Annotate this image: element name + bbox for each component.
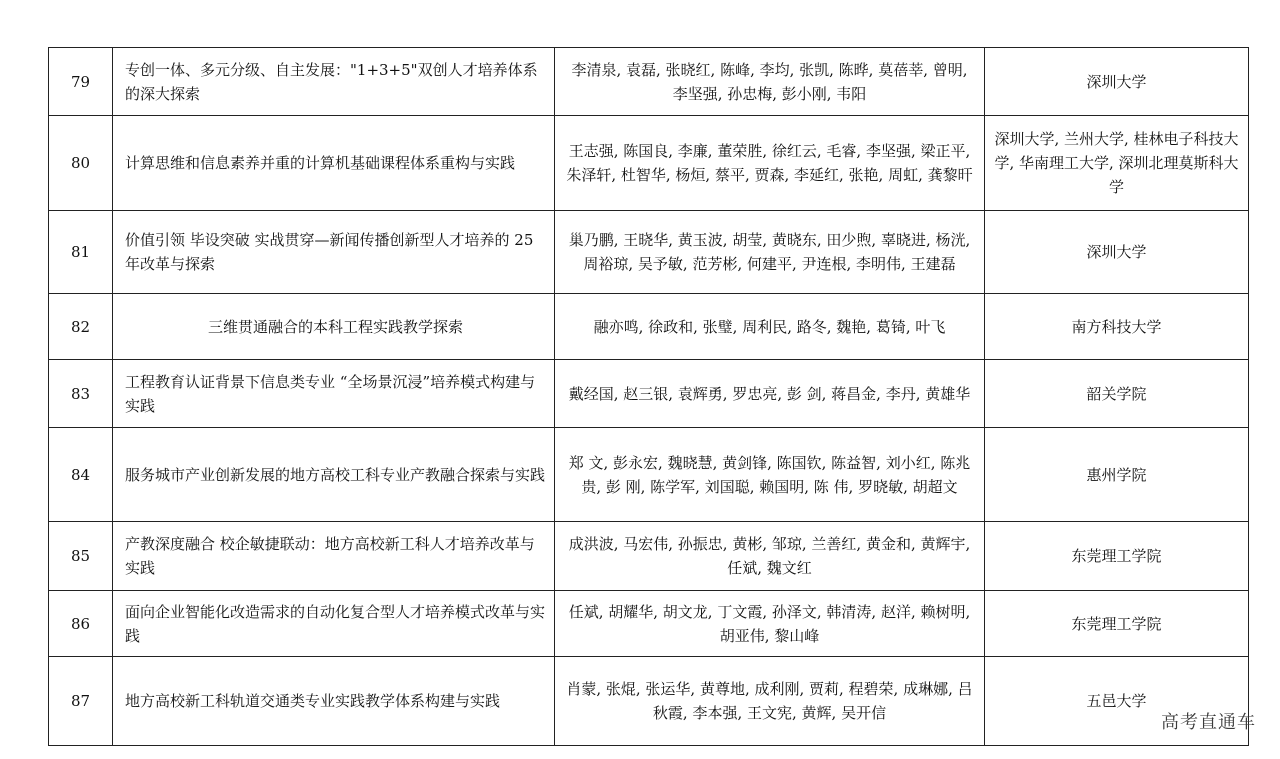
project-institution: 惠州学院: [985, 428, 1249, 522]
project-institution: 韶关学院: [985, 360, 1249, 428]
project-institution: 深圳大学, 兰州大学, 桂林电子科技大学, 华南理工大学, 深圳北理莫斯科大学: [985, 116, 1249, 211]
row-number: 80: [49, 116, 113, 211]
project-members: 王志强, 陈国良, 李廉, 董荣胜, 徐红云, 毛睿, 李坚强, 梁正平, 朱泽轩, 杜智华, 杨烜, 蔡平, 贾森, 李延红, 张艳, 周虹, 龚黎旰: [555, 116, 985, 211]
project-institution: 东莞理工学院: [985, 522, 1249, 591]
project-institution: 东莞理工学院: [985, 591, 1249, 657]
row-number: 81: [49, 211, 113, 294]
row-number: 79: [49, 48, 113, 116]
row-number: 82: [49, 294, 113, 360]
project-institution: 五邑大学: [985, 657, 1249, 746]
row-number: 85: [49, 522, 113, 591]
project-members: 戴经国, 赵三银, 袁辉勇, 罗忠亮, 彭 剑, 蒋昌金, 李丹, 黄雄华: [555, 360, 985, 428]
project-members: 肖蒙, 张焜, 张运华, 黄尊地, 成利刚, 贾莉, 程碧荣, 成琳娜, 吕秋霞, 李本强, 王文宪, 黄辉, 吴开信: [555, 657, 985, 746]
row-number: 86: [49, 591, 113, 657]
project-members: 李清泉, 袁磊, 张晓红, 陈峰, 李均, 张凯, 陈晔, 莫蓓莘, 曾明, 李坚强, 孙忠梅, 彭小刚, 韦阳: [555, 48, 985, 116]
project-title: 专创一体、多元分级、自主发展："1+3+5"双创人才培养体系的深大探索: [113, 48, 555, 116]
table-row: [49, 591, 1249, 657]
project-title: 价值引领 毕设突破 实战贯穿—新闻传播创新型人才培养的 25 年改革与探索: [113, 211, 555, 294]
row-number: 83: [49, 360, 113, 428]
project-title: 面向企业智能化改造需求的自动化复合型人才培养模式改革与实践: [113, 591, 555, 657]
project-members: 成洪波, 马宏伟, 孙振忠, 黄彬, 邹琼, 兰善红, 黄金和, 黄辉宇, 任斌, 魏文红: [555, 522, 985, 591]
watermark-logo-text: 高考直通车: [1161, 712, 1256, 733]
project-institution: 深圳大学: [985, 211, 1249, 294]
project-title: 地方高校新工科轨道交通类专业实践教学体系构建与实践: [113, 657, 555, 746]
project-title: 产教深度融合 校企敏捷联动：地方高校新工科人才培养改革与实践: [113, 522, 555, 591]
project-members: 巢乃鹏, 王晓华, 黄玉波, 胡莹, 黄晓东, 田少煦, 辜晓进, 杨洸, 周裕琼, 吴予敏, 范芳彬, 何建平, 尹连根, 李明伟, 王建磊: [555, 211, 985, 294]
table-row: [49, 294, 1249, 360]
project-title: 计算思维和信息素养并重的计算机基础课程体系重构与实践: [113, 116, 555, 211]
table-row: [49, 116, 1249, 211]
row-number: 84: [49, 428, 113, 522]
project-institution: 深圳大学: [985, 48, 1249, 116]
table-row: [49, 211, 1249, 294]
table-row: [49, 657, 1249, 746]
project-title: 三维贯通融合的本科工程实践教学探索: [113, 294, 555, 360]
project-members: 任斌, 胡耀华, 胡文龙, 丁文霞, 孙泽文, 韩清涛, 赵洋, 赖树明, 胡亚伟, 黎山峰: [555, 591, 985, 657]
award-list-table: [48, 47, 1249, 746]
project-title: 工程教育认证背景下信息类专业 “全场景沉浸”培养模式构建与实践: [113, 360, 555, 428]
project-members: 郑 文, 彭永宏, 魏晓慧, 黄剑锋, 陈国钦, 陈益智, 刘小红, 陈兆贵, 彭 刚, 陈学军, 刘国聪, 赖国明, 陈 伟, 罗晓敏, 胡超文: [555, 428, 985, 522]
project-members: 融亦鸣, 徐政和, 张璧, 周利民, 路冬, 魏艳, 葛锜, 叶飞: [555, 294, 985, 360]
table-row: [49, 522, 1249, 591]
project-institution: 南方科技大学: [985, 294, 1249, 360]
table-row: [49, 360, 1249, 428]
table-row: [49, 48, 1249, 116]
row-number: 87: [49, 657, 113, 746]
table-row: [49, 428, 1249, 522]
project-title: 服务城市产业创新发展的地方高校工科专业产教融合探索与实践: [113, 428, 555, 522]
